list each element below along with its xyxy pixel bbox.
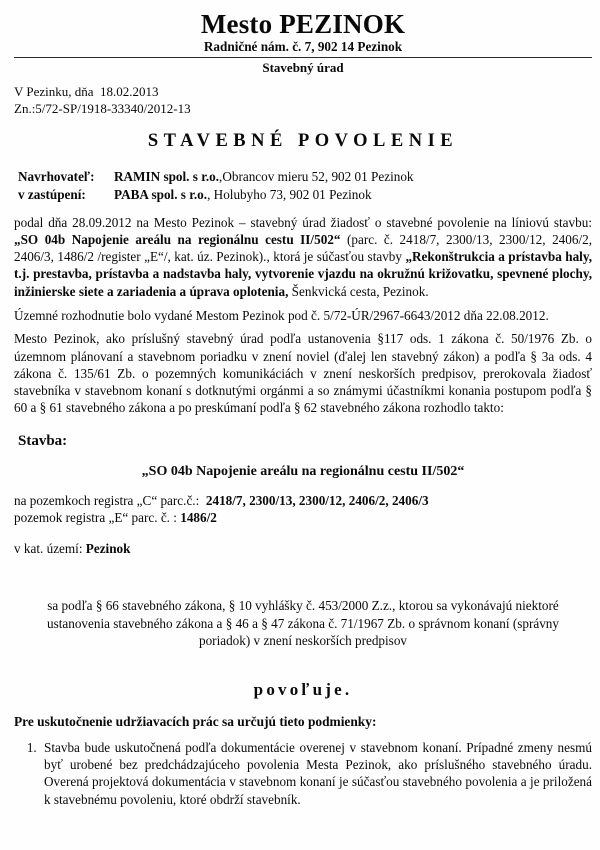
parties-block bbox=[18, 168, 592, 203]
authority-paragraph: Mesto Pezinok, ako príslušný stavebný úrad podľa ustanovenia §117 ods. 1 zákona č. 50/1976 Zb. o územnom plánovaní a stavebnom poriadku v znení noviel (ďalej len stavebný zákon) a podľa § 3a ods. 4 zákona č. 135/61 Zb. o pozemných komunikáciách v znení neskorších predpisov, prerokovala žiadosť stavebníka v stavebnom konaní s dotknutými orgánmi a so známymi účastníkmi konania postupom podľa § 60 a § 61 stavebného zákona a po preskúmaní podľa § 62 stavebného zákona rozhodlo takto: bbox=[14, 331, 592, 416]
intro-structure-name: „SO 04b Napojenie areálu na regionálnu cestu II/502“ bbox=[14, 231, 341, 247]
parcels-register-e-values: 1486/2 bbox=[180, 510, 217, 526]
parcels-register-c-values: 2418/7, 2300/13, 2300/12, 2406/2, 2406/3 bbox=[205, 492, 429, 508]
document-heading: STAVEBNÉ POVOLENIE bbox=[147, 131, 459, 152]
parcels-register-c-label: na pozemkoch registra „C“ parc.č.: bbox=[14, 492, 200, 508]
applicant-value bbox=[114, 168, 414, 186]
place-and-date: V Pezinku, dňa 18.02.2013 bbox=[14, 83, 159, 99]
applicant-address: ,Obrancov mieru 52, 902 01 Pezinok bbox=[219, 169, 414, 185]
conditions-intro: Pre uskutočnenie udržiavacích prác sa určujú tieto podmienky: bbox=[14, 713, 377, 729]
parcels-block bbox=[14, 492, 592, 528]
intro-parent-structure-name: „Rekonštrukcia a prístavba haly, t.j. prestavba, prístavba a nadstavba haly, vytvorenie vjazdu na okružnú križovatku, spevnené plochy, inžinierske siete a zariadenia a úprava oplotenia, bbox=[14, 249, 592, 299]
cadastre-label: v kat. území: bbox=[14, 541, 83, 557]
department-name: Stavebný úrad bbox=[262, 59, 344, 75]
legal-basis-paragraph: sa podľa § 66 stavebného zákona, § 10 vyhlášky č. 453/2000 Z.z., ktorou sa vykonávajú niektoré ustanovenia stavebného zákona a § 46 a § 47 zákona č. 71/1967 Zb. o správnom konaní (správny poriadok) v znení neskorších predpisov bbox=[47, 598, 559, 649]
conditions-list bbox=[14, 739, 592, 808]
applicant-row bbox=[18, 168, 592, 186]
representative-row bbox=[18, 186, 592, 204]
intro-parent-tail-text: Šenkvická cesta, Pezinok. bbox=[288, 283, 429, 299]
list-item: 1. Stavba bude uskutočnená podľa dokumentácie overenej v stavebnom konaní. Prípadné zmeny nesmú byť urobené bez predchádzajúceho povolenia Mesta Pezinok, ako príslušného stavebného úradu. Overená projektová dokumentácia v stavebnom konaní je súčasťou stavebného povolenia a je priložená k stavebnému povoleniu, ktoré obdrží stavebník. bbox=[40, 739, 592, 808]
application-intro-paragraph bbox=[14, 214, 592, 300]
structure-section-label: Stavba: bbox=[18, 432, 68, 449]
representative-address: , Holubyho 73, 902 01 Pezinok bbox=[207, 186, 372, 202]
intro-parcels-text: (parc. č. 2418/7, 2300/13, 2300/12, 2406/2, 2406/3, 1486/2 /register „E“/, kat. úz. Pezinok)., ktorá je súčasťou stavby bbox=[14, 231, 592, 265]
verdict-text: povoľuje. bbox=[253, 679, 353, 699]
representative-value bbox=[114, 186, 372, 204]
applicant-name: RAMIN spol. s r.o. bbox=[114, 169, 220, 185]
parcels-register-c-row bbox=[14, 492, 592, 510]
header-divider bbox=[14, 57, 592, 58]
cadastre-row bbox=[14, 541, 592, 557]
parcels-register-e-label: pozemok registra „E“ parc. č. : bbox=[14, 510, 177, 526]
file-number: Zn.:5/72-SP/1918-33340/2012-13 bbox=[14, 101, 191, 117]
reference-block bbox=[14, 83, 592, 117]
cadastre-value: Pezinok bbox=[85, 541, 131, 557]
parcels-register-e-row bbox=[14, 509, 592, 527]
representative-label: v zastúpení: bbox=[18, 186, 86, 202]
organization-title: Mesto PEZINOK bbox=[200, 9, 406, 39]
territorial-decision-paragraph: Územné rozhodnutie bolo vydané Mestom Pezinok pod č. 5/72-ÚR/2967-6643/2012 dňa 22.08.2012. bbox=[14, 307, 549, 323]
applicant-label: Navrhovateľ: bbox=[18, 169, 95, 185]
organization-address: Radničné nám. č. 7, 902 14 Pezinok bbox=[203, 39, 403, 55]
intro-lead-text: podal dňa 28.09.2012 na Mesto Pezinok – stavebný úrad žiadosť o stavebné povolenie na líniovú stavbu: bbox=[14, 214, 592, 230]
representative-name: PABA spol. s r.o. bbox=[114, 186, 208, 202]
structure-title: „SO 04b Napojenie areálu na regionálnu cestu II/502“ bbox=[141, 463, 465, 479]
